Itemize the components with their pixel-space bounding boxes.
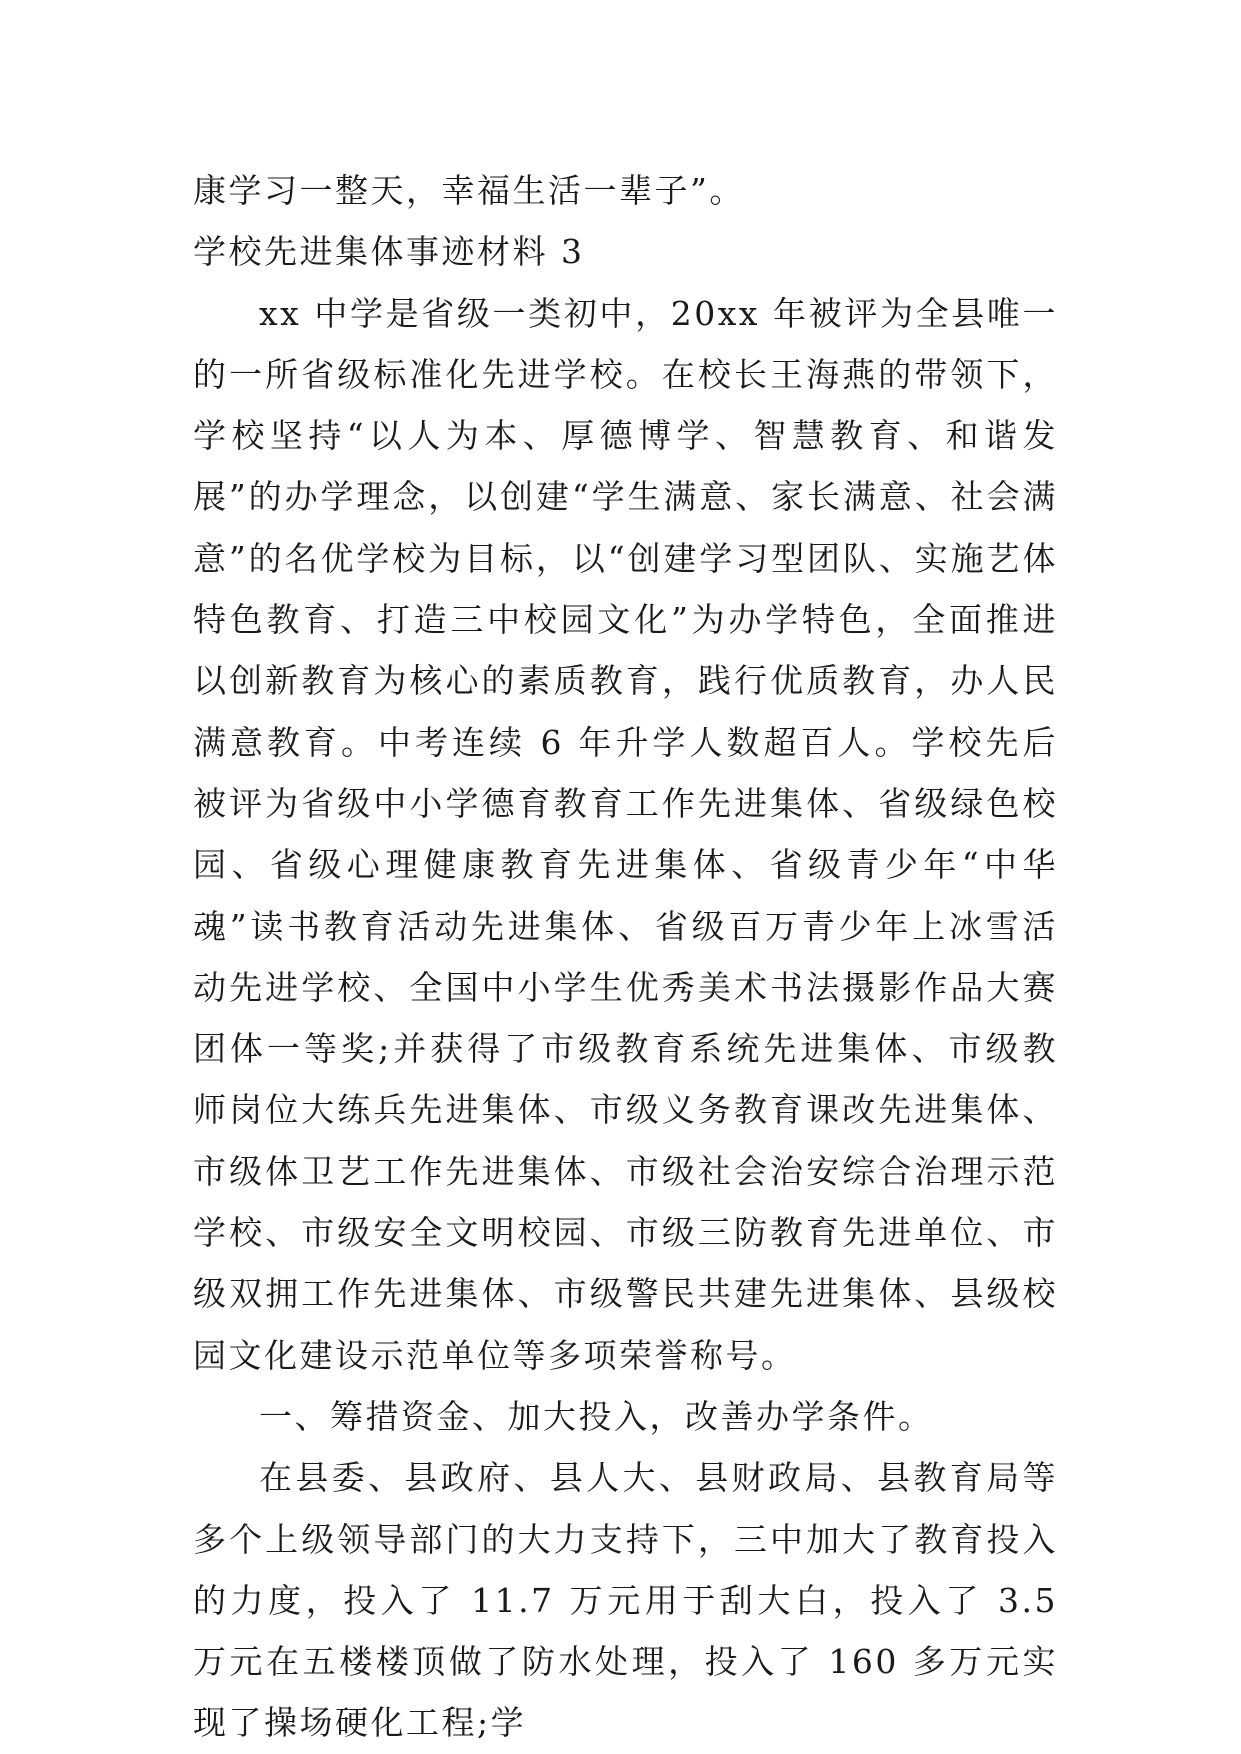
subheading-funding: 一、筹措资金、加大投入，改善办学条件。	[259, 1396, 934, 1436]
paragraph-continuation: 康学习一整天，幸福生活一辈子”。	[193, 171, 745, 210]
document-body	[193, 160, 1058, 1754]
paragraph-school-intro: xx 中学是省级一类初中，20xx 年被评为全县唯一的一所省级标准化先进学校。在校长王海燕的带领下，学校坚持“以人为本、厚德博学、智慧教育、和谐发展”的办学理念，以创建“学生满意、家长满意、社会满意”的名优学校为目标，以“创建学习型团队、实施艺体特色教育、打造三中校园文化”为办学特色，全面推进以创新教育为核心的素质教育，践行优质教育，办人民满意教育。中考连续 6 年升学人数超百人。学校先后被评为省级中小学德育教育工作先进集体、省级绿色校园、省级心理健康教育先进集体、省级青少年“中华魂”读书教育活动先进集体、省级百万青少年上冰雪活动先进学校、全国中小学生优秀美术书法摄影作品大赛团体一等奖;并获得了市级教育系统先进集体、市级教师岗位大练兵先进集体、市级义务教育课改先进集体、市级体卫艺工作先进集体、市级社会治安综合治理示范学校、市级安全文明校园、市级三防教育先进单位、市级双拥工作先进集体、市级警民共建先进集体、县级校园文化建设示范单位等多项荣誉称号。	[193, 293, 1058, 1375]
section-heading: 学校先进集体事迹材料 3	[193, 232, 585, 272]
paragraph-investment: 在县委、县政府、县人大、县财政局、县教育局等多个上级领导部门的大力支持下，三中加大了教育投入的力度，投入了 11.7 万元用于刮大白，投入了 3.5 万元在五楼楼顶做了防水处理，投入了 160 多万元实现了操场硬化工程;学	[193, 1458, 1058, 1743]
